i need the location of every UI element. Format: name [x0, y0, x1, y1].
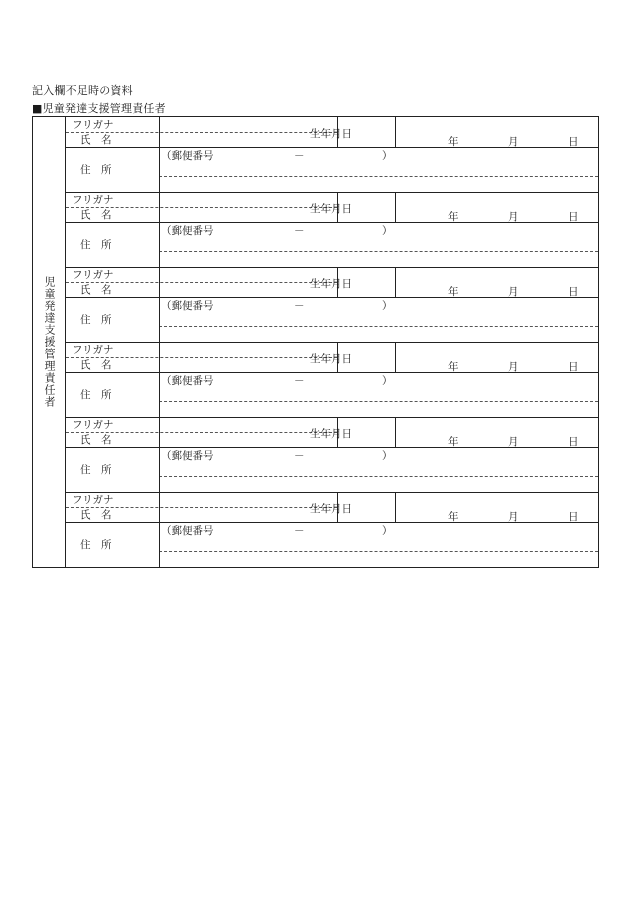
- postal-code-dash: －: [294, 150, 305, 162]
- address-field[interactable]: [160, 177, 597, 191]
- insufficient-space-note: 記入欄不足時の資料: [32, 84, 133, 97]
- furigana-label: フリガナ: [72, 494, 114, 506]
- dob-field[interactable]: [397, 193, 600, 221]
- name-field[interactable]: [160, 208, 336, 221]
- address-field[interactable]: [160, 402, 597, 416]
- name-field[interactable]: [160, 358, 336, 371]
- postal-code-dash: －: [294, 450, 305, 462]
- furigana-field[interactable]: [160, 193, 336, 206]
- month-label: 月: [508, 286, 519, 298]
- furigana-label: フリガナ: [72, 419, 114, 431]
- furigana-field[interactable]: [160, 343, 336, 356]
- side-label-column: [33, 117, 66, 567]
- furigana-label: フリガナ: [72, 119, 114, 131]
- dob-label: 生年月日: [310, 203, 352, 215]
- dob-label: 生年月日: [310, 503, 352, 515]
- postal-code-close: ）: [382, 375, 393, 387]
- name-label: 氏 名: [80, 134, 112, 146]
- name-field[interactable]: [160, 433, 336, 446]
- furigana-field[interactable]: [160, 118, 336, 131]
- postal-code-close: ）: [382, 150, 393, 162]
- day-label: 日: [568, 361, 579, 373]
- postal-code-dash: －: [294, 300, 305, 312]
- furigana-field[interactable]: [160, 493, 336, 506]
- year-label: 年: [448, 436, 459, 448]
- dob-label: 生年月日: [310, 428, 352, 440]
- dob-right-line: [395, 417, 396, 447]
- address-label: 住 所: [80, 389, 112, 401]
- name-field[interactable]: [160, 508, 336, 521]
- postal-code-dash: －: [294, 225, 305, 237]
- side-label: 児童発達支援管理責任者: [43, 276, 56, 408]
- person-entry-block: [66, 492, 598, 567]
- postal-code-label: （郵便番号: [161, 375, 214, 387]
- name-label: 氏 名: [80, 434, 112, 446]
- postal-code-label: （郵便番号: [161, 150, 214, 162]
- day-label: 日: [568, 211, 579, 223]
- postal-code-label: （郵便番号: [161, 225, 214, 237]
- address-field[interactable]: [160, 477, 597, 491]
- postal-code-close: ）: [382, 525, 393, 537]
- dob-field[interactable]: [397, 118, 600, 146]
- person-entry-block: [66, 267, 598, 342]
- dob-field[interactable]: [397, 268, 600, 296]
- postal-code-dash: －: [294, 525, 305, 537]
- person-entry-block: [66, 117, 598, 192]
- dob-label: 生年月日: [310, 128, 352, 140]
- person-entry-block: [66, 342, 598, 417]
- postal-code-close: ）: [382, 225, 393, 237]
- name-label: 氏 名: [80, 284, 112, 296]
- dob-right-line: [395, 192, 396, 222]
- postal-code-close: ）: [382, 450, 393, 462]
- furigana-label: フリガナ: [72, 344, 114, 356]
- dob-right-line: [395, 492, 396, 522]
- furigana-label: フリガナ: [72, 194, 114, 206]
- name-label: 氏 名: [80, 509, 112, 521]
- day-label: 日: [568, 286, 579, 298]
- name-label: 氏 名: [80, 359, 112, 371]
- postal-code-label: （郵便番号: [161, 525, 214, 537]
- year-label: 年: [448, 361, 459, 373]
- month-label: 月: [508, 511, 519, 523]
- dob-field[interactable]: [397, 343, 600, 371]
- address-label: 住 所: [80, 314, 112, 326]
- name-field[interactable]: [160, 283, 336, 296]
- day-label: 日: [568, 136, 579, 148]
- postal-code-close: ）: [382, 300, 393, 312]
- address-label: 住 所: [80, 539, 112, 551]
- month-label: 月: [508, 211, 519, 223]
- address-label: 住 所: [80, 239, 112, 251]
- dob-label: 生年月日: [310, 278, 352, 290]
- address-label: 住 所: [80, 464, 112, 476]
- manager-entry-form: [32, 116, 599, 568]
- person-entry-block: [66, 417, 598, 492]
- year-label: 年: [448, 511, 459, 523]
- dob-right-line: [395, 117, 396, 147]
- furigana-field[interactable]: [160, 268, 336, 281]
- month-label: 月: [508, 436, 519, 448]
- address-field[interactable]: [160, 552, 597, 566]
- dob-field[interactable]: [397, 418, 600, 446]
- postal-code-label: （郵便番号: [161, 300, 214, 312]
- name-field[interactable]: [160, 133, 336, 146]
- month-label: 月: [508, 136, 519, 148]
- address-field[interactable]: [160, 252, 597, 266]
- address-label: 住 所: [80, 164, 112, 176]
- postal-code-dash: －: [294, 375, 305, 387]
- year-label: 年: [448, 211, 459, 223]
- dob-right-line: [395, 267, 396, 297]
- name-label: 氏 名: [80, 209, 112, 221]
- month-label: 月: [508, 361, 519, 373]
- year-label: 年: [448, 286, 459, 298]
- person-entry-block: [66, 192, 598, 267]
- furigana-field[interactable]: [160, 418, 336, 431]
- dob-right-line: [395, 342, 396, 372]
- furigana-label: フリガナ: [72, 269, 114, 281]
- year-label: 年: [448, 136, 459, 148]
- day-label: 日: [568, 511, 579, 523]
- dob-field[interactable]: [397, 493, 600, 521]
- address-field[interactable]: [160, 327, 597, 341]
- day-label: 日: [568, 436, 579, 448]
- section-heading: ■児童発達支援管理責任者: [32, 102, 166, 115]
- dob-label: 生年月日: [310, 353, 352, 365]
- postal-code-label: （郵便番号: [161, 450, 214, 462]
